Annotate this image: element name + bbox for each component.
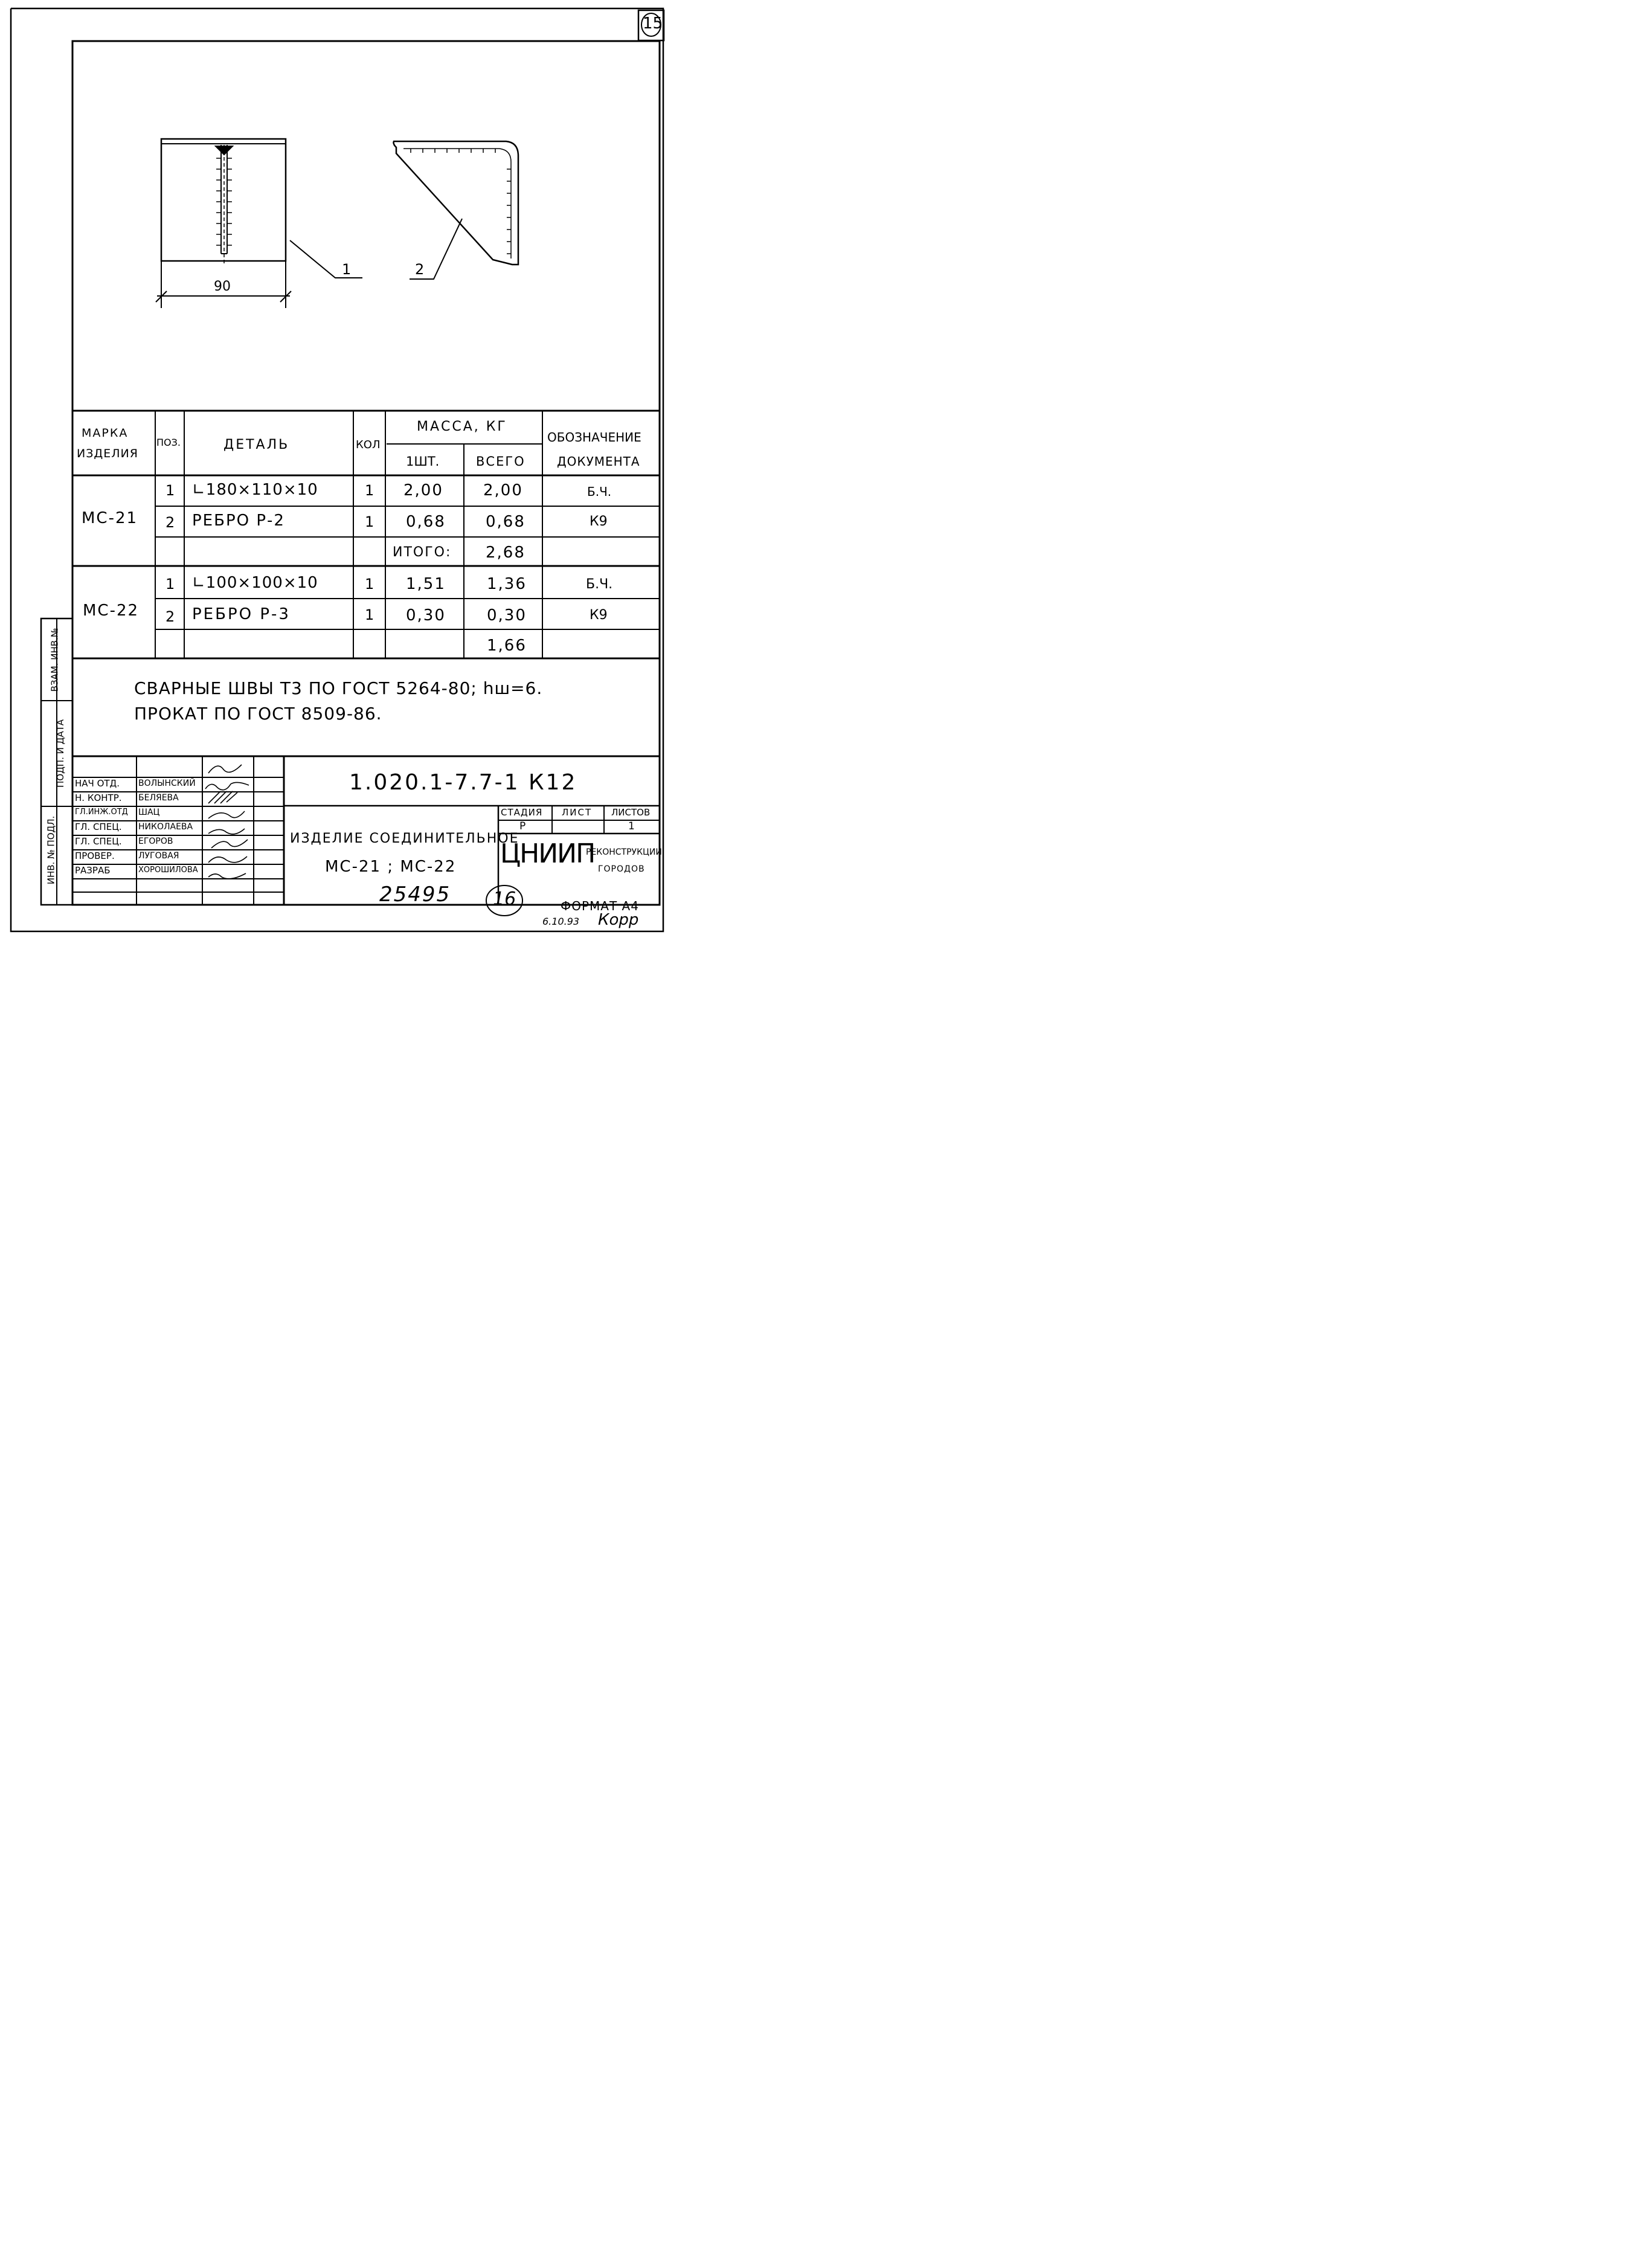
document-code: 1.020.1-7.7-1 К12 <box>349 770 577 795</box>
stage-label: СТАДИЯ <box>501 807 543 818</box>
note-line-1: СВАРНЫЕ ШВЫ Т3 ПО ГОСТ 5264-80; hш=6. <box>134 678 543 698</box>
header-qty: КОЛ <box>356 439 381 451</box>
cell-qty: 1 <box>365 576 374 593</box>
header-detail: ДЕТАЛЬ <box>223 437 290 452</box>
cell-qty: 1 <box>365 513 374 530</box>
cell-mass-one: 0,68 <box>406 513 446 531</box>
cell-pos: 2 <box>166 514 175 531</box>
cell-mass-one: 1,51 <box>406 575 446 593</box>
cell-mass-total: 2,68 <box>486 544 525 562</box>
cell-qty: 1 <box>365 482 374 499</box>
cell-mass-one: 0,30 <box>406 606 446 625</box>
staff-name: ХОРОШИЛОВА <box>138 866 198 875</box>
footer-signature: Корр <box>598 911 639 929</box>
staff-name: ШАЦ <box>138 808 160 817</box>
org-logo: ЦНИИП <box>500 838 595 869</box>
header-mass-one: 1ШТ. <box>406 454 440 469</box>
format-label: ФОРМАТ А4 <box>561 899 639 913</box>
staff-role: ГЛ. СПЕЦ. <box>75 836 122 847</box>
staff-role: ГЛ.ИНЖ.ОТД <box>75 808 128 817</box>
product-name-line1: ИЗДЕЛИЕ СОЕДИНИТЕЛЬНОЕ <box>290 831 519 846</box>
cell-doc: К9 <box>590 608 608 623</box>
cell-doc: Б.Ч. <box>586 577 613 592</box>
cell-doc: К9 <box>590 514 608 529</box>
side-stamp-inv: ИНВ. № ПОДЛ. <box>45 815 57 885</box>
cell-detail: ∟100×100×10 <box>192 574 318 592</box>
staff-role: Н. КОНТР. <box>75 792 122 803</box>
cell-mass-total: 2,00 <box>483 481 523 500</box>
staff-role: РАЗРАБ <box>75 865 111 876</box>
cell-mass-total: 1,36 <box>487 575 527 593</box>
cell-pos: 1 <box>166 482 175 499</box>
product-name-line2: МС-21 ; МС-22 <box>325 858 457 876</box>
cell-detail: РЕБРО Р-2 <box>192 512 285 530</box>
dimension-label: 90 <box>214 279 231 294</box>
note-line-2: ПРОКАТ ПО ГОСТ 8509-86. <box>134 704 382 724</box>
cell-mass-total: 0,68 <box>486 513 525 531</box>
cell-mass-total: 1,66 <box>487 637 527 655</box>
org-name-line1: РЕКОНСТРУКЦИИ <box>586 847 662 857</box>
cell-total-label: ИТОГО: <box>393 545 452 560</box>
header-doc-line2: ДОКУМЕНТА <box>557 454 640 469</box>
header-mark-line2: ИЗДЕЛИЯ <box>77 447 138 460</box>
org-name-line2: ГОРОДОВ <box>598 864 645 874</box>
group-mark-ms21: МС-21 <box>82 509 138 527</box>
sheet-label: ЛИСТ <box>562 807 593 818</box>
signature-scribbles <box>205 765 249 879</box>
cell-detail: РЕБРО Р-3 <box>192 605 291 623</box>
header-mark-line1: МАРКА <box>82 426 129 440</box>
staff-role: НАЧ ОТД. <box>75 778 120 789</box>
staff-role: ГЛ. СПЕЦ. <box>75 821 122 832</box>
cell-pos: 2 <box>166 608 175 625</box>
group-mark-ms22: МС-22 <box>83 602 140 620</box>
header-pos: ПОЗ. <box>156 437 181 448</box>
staff-name: НИКОЛАЕВА <box>138 822 193 832</box>
staff-name: ЛУГОВАЯ <box>138 851 179 861</box>
staff-name: БЕЛЯЕВА <box>138 793 179 803</box>
side-stamp-sign: ПОДП. И ДАТА <box>55 719 66 788</box>
header-mass: МАССА, КГ <box>417 419 507 434</box>
sheets-value: 1 <box>628 820 635 832</box>
staff-name: ВОЛЫНСКИЙ <box>138 779 196 788</box>
inventory-number: 25495 <box>379 882 451 907</box>
footer-date: 6.10.93 <box>542 916 580 927</box>
callout-2: 2 <box>415 261 425 278</box>
side-stamp-replace: ВЗАМ. ИНВ.№ <box>49 628 60 692</box>
cell-mass-total: 0,30 <box>487 606 527 625</box>
callout-1: 1 <box>342 261 352 278</box>
cell-pos: 1 <box>166 576 175 593</box>
sheet-number-badge: 15 <box>643 14 663 33</box>
cell-detail: ∟180×110×10 <box>192 481 318 499</box>
header-doc-line1: ОБОЗНАЧЕНИЕ <box>547 430 641 445</box>
header-mass-total: ВСЕГО <box>476 454 525 469</box>
cell-mass-one: 2,00 <box>403 481 443 500</box>
staff-name: ЕГОРОВ <box>138 837 173 846</box>
page-number: 16 <box>493 888 516 910</box>
stage-value: Р <box>519 820 526 832</box>
cell-doc: Б.Ч. <box>587 484 612 499</box>
staff-role: ПРОВЕР. <box>75 850 115 861</box>
cell-qty: 1 <box>365 606 374 623</box>
sheets-label: ЛИСТОВ <box>611 807 651 818</box>
